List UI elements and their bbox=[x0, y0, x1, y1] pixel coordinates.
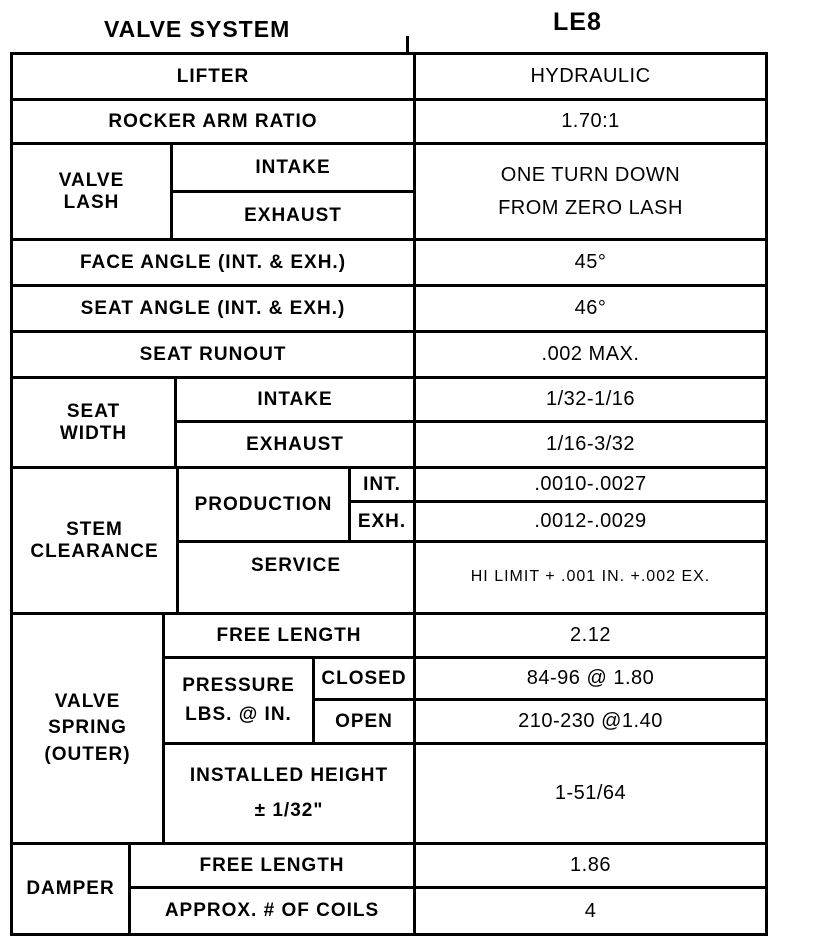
pressure-label bbox=[165, 659, 312, 742]
engine-code-title: LE8 bbox=[553, 8, 602, 36]
valve-lash-exhaust-label: EXHAUST bbox=[244, 204, 342, 226]
valve-spring-line2: SPRING bbox=[48, 717, 127, 739]
lifter-label: LIFTER bbox=[176, 65, 250, 87]
seat-width-line1: SEAT bbox=[66, 400, 121, 422]
seat-runout-value: .002 MAX. bbox=[541, 343, 640, 365]
valve-lash-line1: VALVE bbox=[58, 169, 125, 191]
valve-lash-value-line1: ONE TURN DOWN bbox=[500, 163, 681, 186]
lifter-value: HYDRAULIC bbox=[530, 65, 651, 87]
production-int-label: INT. bbox=[363, 473, 401, 495]
open-value: 210-230 @1.40 bbox=[518, 710, 663, 732]
seat-angle-label: SEAT ANGLE (INT. & EXH.) bbox=[80, 297, 346, 319]
valve-lash-intake-label: INTAKE bbox=[255, 156, 331, 178]
installed-height-value: 1-51/64 bbox=[554, 782, 627, 804]
pressure-line2: LBS. @ IN. bbox=[185, 703, 292, 725]
production-label: PRODUCTION bbox=[194, 493, 333, 515]
coils-value: 4 bbox=[584, 899, 597, 922]
production-exh-label: EXH. bbox=[357, 510, 407, 532]
valve-spring-line1: VALVE bbox=[54, 690, 121, 712]
production-int-value: .0010-.0027 bbox=[534, 473, 647, 495]
seat-width-group bbox=[13, 379, 174, 466]
closed-value: 84-96 @ 1.80 bbox=[526, 667, 655, 689]
stem-clearance-group bbox=[13, 469, 176, 612]
spring-free-length-label: FREE LENGTH bbox=[216, 624, 362, 646]
installed-height-line2: ± 1/32" bbox=[254, 799, 324, 821]
production-exh-value: .0012-.0029 bbox=[534, 510, 647, 532]
closed-label: CLOSED bbox=[321, 667, 407, 689]
damper-free-length-value: 1.86 bbox=[570, 854, 611, 876]
rocker-arm-ratio-value: 1.70:1 bbox=[561, 110, 620, 132]
stem-clearance-line1: STEM bbox=[66, 518, 123, 540]
seat-width-exhaust-label: EXHAUST bbox=[246, 433, 344, 455]
valve-spring-group bbox=[13, 615, 162, 842]
seat-width-line2: WIDTH bbox=[59, 422, 128, 444]
face-angle-value: 45° bbox=[574, 251, 607, 273]
seat-runout-label: SEAT RUNOUT bbox=[139, 343, 287, 365]
valve-lash-value-line2: FROM ZERO LASH bbox=[498, 196, 683, 219]
valve-lash-line2: LASH bbox=[63, 191, 120, 213]
section-title: VALVE SYSTEM bbox=[104, 16, 291, 42]
open-label: OPEN bbox=[335, 710, 393, 732]
seat-width-exhaust-value: 1/16-3/32 bbox=[545, 433, 635, 455]
service-value: HI LIMIT + .001 IN. +.002 EX. bbox=[470, 568, 711, 586]
coils-label: APPROX. # OF COILS bbox=[164, 900, 380, 922]
face-angle-label: FACE ANGLE (INT. & EXH.) bbox=[79, 251, 347, 273]
valve-lash-value bbox=[416, 145, 765, 238]
damper-free-length-label: FREE LENGTH bbox=[199, 854, 345, 876]
service-label: SERVICE bbox=[250, 555, 342, 577]
rocker-arm-ratio-label: ROCKER ARM RATIO bbox=[108, 110, 318, 132]
pressure-line1: PRESSURE bbox=[182, 675, 295, 696]
installed-height-label bbox=[165, 745, 413, 842]
valve-spring-line3: (OUTER) bbox=[44, 743, 131, 765]
damper-group: DAMPER bbox=[26, 878, 115, 900]
valve-lash-group bbox=[13, 145, 170, 238]
seat-width-intake-value: 1/32-1/16 bbox=[545, 388, 635, 410]
installed-height-line1: INSTALLED HEIGHT bbox=[189, 765, 389, 787]
spring-free-length-value: 2.12 bbox=[570, 624, 611, 646]
seat-width-intake-label: INTAKE bbox=[257, 388, 333, 410]
seat-angle-value: 46° bbox=[574, 297, 607, 319]
stem-clearance-line2: CLEARANCE bbox=[30, 540, 159, 562]
